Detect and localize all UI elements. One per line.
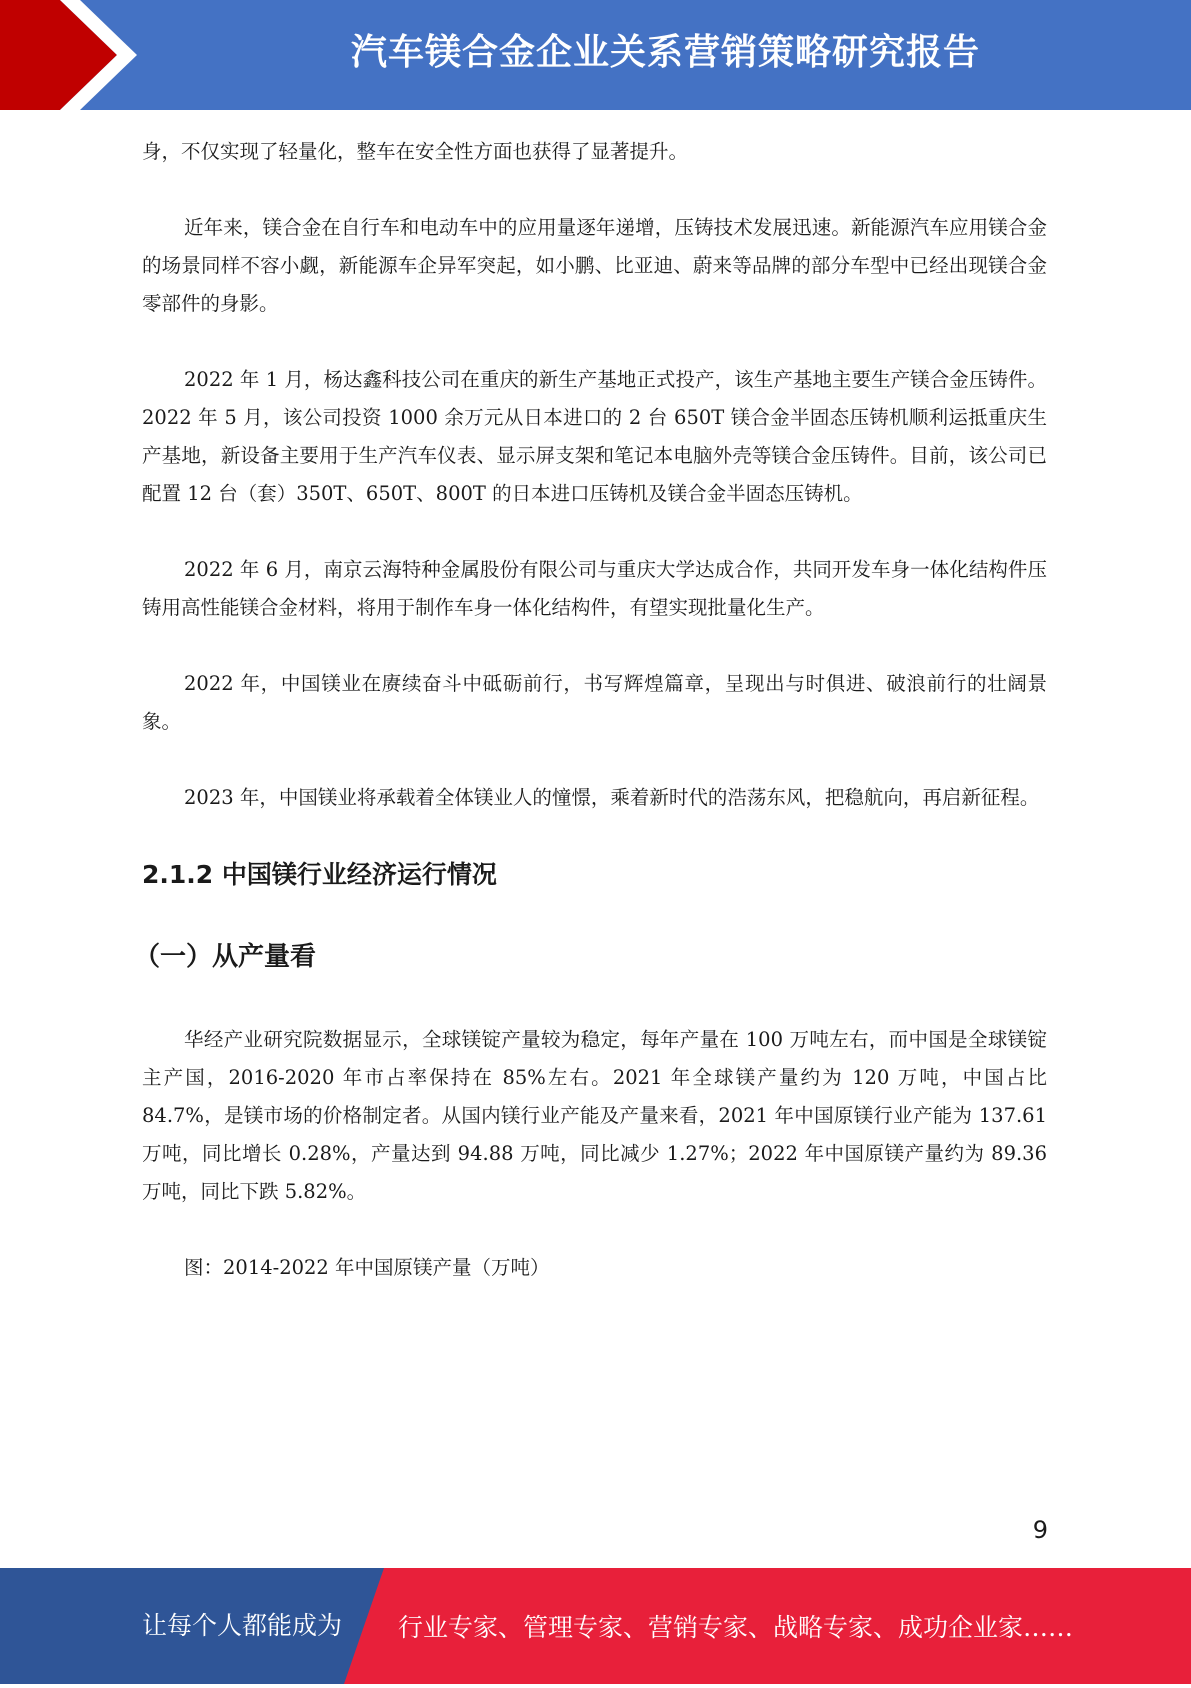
page-footer	[0, 1568, 1191, 1684]
section-heading: 2.1.2 中国镁行业经济运行情况	[142, 860, 497, 889]
report-title: 汽车镁合金企业关系营销策略研究报告	[350, 32, 980, 73]
figure-caption: 图：2014-2022 年中国原镁产量（万吨）	[184, 1256, 550, 1279]
paragraph-2023-outlook: 2023 年，中国镁业将承载着全体镁业人的憧憬，乘着新时代的浩荡东风，把稳航向，再启新征程。	[184, 786, 1040, 809]
paragraph-2022-review: 2022 年，中国镁业在赓续奋斗中砥砺前行，书写辉煌篇章，呈现出与时俱进、破浪前行的壮阔景象。	[142, 672, 1047, 733]
footer-slogan-right: 行业专家、管理专家、营销专家、战略专家、成功企业家……	[398, 1613, 1074, 1642]
paragraph-production-data: 华经产业研究院数据显示，全球镁锭产量较为稳定，每年产量在 100 万吨左右，而中国是全球镁锭主产国，2016-2020 年市占率保持在 85%左右。2021 年全球镁产量约为 120 万吨，中国占比 84.7%，是镁市场的价格制定者。从国内镁行业产能及产量来看，2021 年中国原镁行业产能为 137.61 万吨，同比增长 0.28%，产量达到 94.88 万吨，同比减少 1.27%；2022 年中国原镁产量约为 89.36 万吨，同比下跌 5.82%。	[142, 1028, 1047, 1203]
paragraph-magnesium-applications: 近年来，镁合金在自行车和电动车中的应用量逐年递增，压铸技术发展迅速。新能源汽车应用镁合金的场景同样不容小觑，新能源车企异军突起，如小鹏、比亚迪、蔚来等品牌的部分车型中已经出现镁合金零部件的身影。	[142, 216, 1047, 315]
page-header	[0, 0, 1191, 110]
page-number: 9	[1032, 1516, 1048, 1544]
subsection-heading: （一）从产量看	[134, 942, 317, 972]
paragraph-continuation: 身，不仅实现了轻量化，整车在安全性方面也获得了显著提升。	[142, 140, 689, 163]
paragraph-yangdaxin: 2022 年 1 月，杨达鑫科技公司在重庆的新生产基地正式投产，该生产基地主要生产镁合金压铸件。2022 年 5 月，该公司投资 1000 余万元从日本进口的 2 台 650T 镁合金半固态压铸机顺利运抵重庆生产基地，新设备主要用于生产汽车仪表、显示屏支架和笔记本电脑外壳等镁合金压铸件。目前，该公司已配置 12 台（套）350T、650T、800T 的日本进口压铸机及镁合金半固态压铸机。	[142, 368, 1047, 505]
footer-slogan-left: 让每个人都能成为	[142, 1611, 343, 1640]
paragraph-nanjing-yunhai: 2022 年 6 月，南京云海特种金属股份有限公司与重庆大学达成合作，共同开发车身一体化结构件压铸用高性能镁合金材料，将用于制作车身一体化结构件，有望实现批量化生产。	[142, 558, 1047, 619]
document-body	[134, 133, 1047, 1287]
header-arrow-decoration	[0, 0, 150, 110]
